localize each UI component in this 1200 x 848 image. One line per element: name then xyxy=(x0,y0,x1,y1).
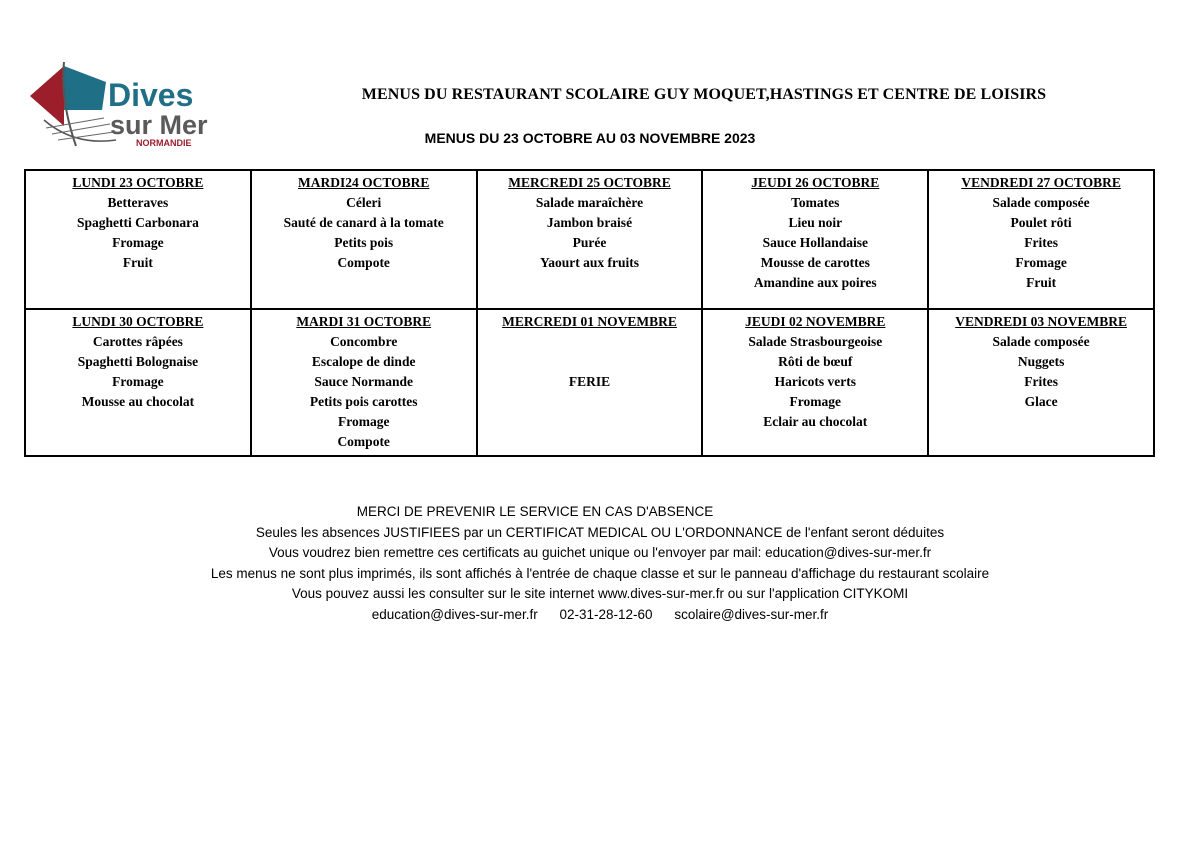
dish-item: Fromage xyxy=(789,394,842,409)
day-label: VENDREDI 27 OCTOBRE xyxy=(961,175,1121,190)
dish-item: Salade composée xyxy=(992,334,1090,349)
footer-contacts xyxy=(150,605,1050,626)
dish-item: Fruit xyxy=(1026,275,1057,290)
dish-item: Fromage xyxy=(112,235,164,250)
day-label: MERCREDI 01 NOVEMBRE xyxy=(502,314,677,329)
dish-item: Céleri xyxy=(346,195,382,210)
dish-item: Lieu noir xyxy=(788,215,843,230)
dish-item: Purée xyxy=(572,235,607,250)
dish-item: Compote xyxy=(337,255,390,270)
logo-sail-teal xyxy=(64,66,106,110)
dives-sur-mer-logo xyxy=(24,60,242,152)
day-cell xyxy=(251,170,477,309)
day-cell xyxy=(702,309,928,456)
dish-item: Sauce Normande xyxy=(314,374,413,389)
dish-item: Petits pois carottes xyxy=(309,394,418,409)
day-cell xyxy=(928,309,1154,456)
dish-item: Spaghetti Carbonara xyxy=(76,215,199,230)
day-label: LUNDI 30 OCTOBRE xyxy=(72,314,204,329)
contact-phone: 02-31-28-12-60 xyxy=(559,606,653,622)
dish-item: Concombre xyxy=(330,334,398,349)
dish-item: Tomates xyxy=(791,195,840,210)
dish-item: Petits pois xyxy=(334,235,394,250)
dish-item: Sauce Hollandaise xyxy=(762,235,868,250)
dish-item: Fruit xyxy=(122,255,153,270)
footer-line-website: Vous pouvez aussi les consulter sur le site internet www.dives-sur-mer.fr ou sur l'application CITYKOMI xyxy=(291,586,909,601)
logo-sail-red xyxy=(30,66,64,126)
page-subtitle: MENUS DU 23 OCTOBRE AU 03 NOVEMBRE 2023 xyxy=(424,130,756,146)
contact-email-scolaire[interactable]: scolaire@dives-sur-mer.fr xyxy=(674,606,829,622)
day-label: MERCREDI 25 OCTOBRE xyxy=(508,175,671,190)
day-cell xyxy=(25,309,251,456)
dish-item: Rôti de bœuf xyxy=(778,354,853,369)
dish-item: Poulet rôti xyxy=(1010,215,1072,230)
dish-item: Haricots verts xyxy=(774,374,856,389)
dish-item: Mousse au chocolat xyxy=(81,394,195,409)
footer-line-absence: MERCI DE PREVENIR LE SERVICE EN CAS D'ABSENCE xyxy=(356,504,714,519)
day-cell xyxy=(477,170,703,309)
dish-item: Carottes râpées xyxy=(92,334,183,349)
day-cell xyxy=(25,170,251,309)
day-cell xyxy=(477,309,703,456)
dish-item: Salade maraîchère xyxy=(535,195,644,210)
page-title: MENUS DU RESTAURANT SCOLAIRE GUY MOQUET,HASTINGS ET CENTRE DE LOISIRS xyxy=(361,86,1047,103)
dish-item: Spaghetti Bolognaise xyxy=(77,354,199,369)
day-label: MARDI24 OCTOBRE xyxy=(298,175,430,190)
footer-line-certificates: Vous voudrez bien remettre ces certificats au guichet unique ou l'envoyer par mail: education@dives-sur-mer.fr xyxy=(268,545,932,560)
day-label: LUNDI 23 OCTOBRE xyxy=(72,175,204,190)
week-row xyxy=(25,309,1154,456)
menu-table xyxy=(24,169,1155,457)
dish-item: Nuggets xyxy=(1017,354,1065,369)
dish-item: Jambon braisé xyxy=(546,215,633,230)
footer-line-justification: Seules les absences JUSTIFIEES par un CERTIFICAT MEDICAL OU L'ORDONNANCE de l'enfant seront déduites xyxy=(255,524,945,540)
day-cell xyxy=(928,170,1154,309)
footer-line-display: Les menus ne sont plus imprimés, ils sont affichés à l'entrée de chaque classe et sur le panneau d'affichage du restaurant scolaire xyxy=(210,565,990,581)
dish-item: Salade Strasbourgeoise xyxy=(748,334,883,349)
dish-item: Salade composée xyxy=(992,195,1090,210)
dish-item: Fromage xyxy=(1015,255,1067,270)
dish-item: Amandine aux poires xyxy=(753,275,877,290)
footer-notice xyxy=(150,502,1050,625)
dish-item: Yaourt aux fruits xyxy=(539,255,639,270)
dish-item: Sauté de canard à la tomate xyxy=(283,215,444,230)
dish-item: Frites xyxy=(1024,235,1058,250)
contact-email-education[interactable]: education@dives-sur-mer.fr xyxy=(371,606,538,622)
dish-item: Glace xyxy=(1024,394,1058,409)
day-label: VENDREDI 03 NOVEMBRE xyxy=(955,314,1127,329)
dish-item: Fromage xyxy=(337,414,390,429)
day-label: JEUDI 02 NOVEMBRE xyxy=(745,314,886,329)
logo-text-sur-mer: sur Mer xyxy=(110,110,208,140)
day-label: MARDI 31 OCTOBRE xyxy=(296,314,432,329)
dish-item: Fromage xyxy=(112,374,164,389)
week-row xyxy=(25,170,1154,309)
dish-item: Escalope de dinde xyxy=(311,354,416,369)
holiday-note: FERIE xyxy=(568,374,611,389)
logo-text-normandie: NORMANDIE xyxy=(136,138,192,148)
dish-item: Compote xyxy=(337,434,390,449)
dish-item: Betteraves xyxy=(107,195,169,210)
dish-item: Eclair au chocolat xyxy=(763,414,868,429)
logo-text-dives: Dives xyxy=(108,77,194,113)
dish-item: Mousse de carottes xyxy=(760,255,870,270)
day-cell xyxy=(251,309,477,456)
day-cell xyxy=(702,170,928,309)
day-label: JEUDI 26 OCTOBRE xyxy=(751,175,880,190)
dish-item: Frites xyxy=(1024,374,1058,389)
